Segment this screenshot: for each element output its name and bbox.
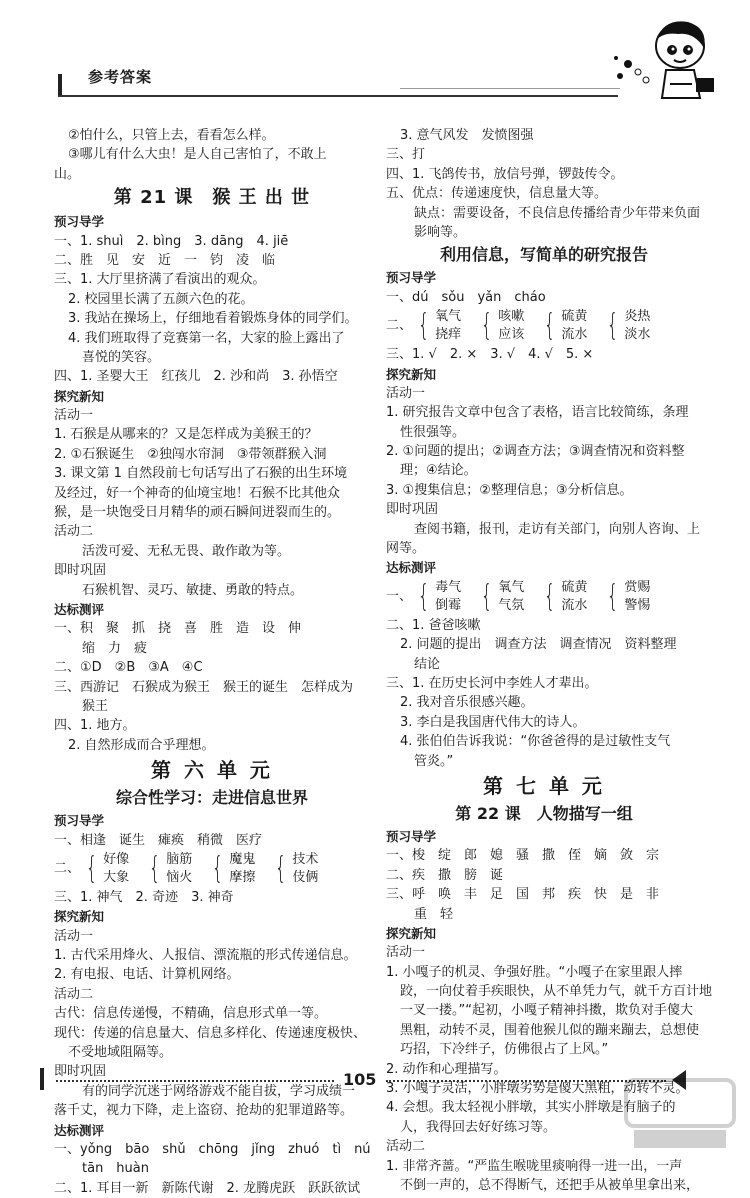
section-label: 达标测评 — [54, 1122, 105, 1138]
header-title: 参考答案 — [88, 68, 153, 86]
section-label: 探究新知 — [386, 925, 437, 941]
section-label: 达标测评 — [54, 601, 105, 617]
word-pair — [103, 851, 129, 887]
answer-line: 二、1. 爸爸咳嗽 — [386, 617, 481, 633]
answer-line: 网等。 — [386, 541, 426, 557]
answer-line: tān huàn — [82, 1161, 149, 1177]
answer-line: 喜悦的笑容。 — [82, 349, 161, 365]
answer-line: 4. 会想。我太轻视小胖墩，其实小胖墩是有脑子的 — [386, 1100, 676, 1116]
answer-line: 2. 动作和心理描写。 — [386, 1061, 507, 1077]
answer-line: 影响等。 — [414, 224, 467, 240]
answer-line: 三、1. √ 2. × 3. √ 4. √ 5. × — [386, 347, 594, 363]
brace-group — [386, 578, 702, 616]
word-pair-item: 氧气 — [435, 309, 462, 325]
topic-heading: 综合性学习：走进信息世界 — [115, 788, 308, 808]
answer-line: 三、打 — [386, 147, 426, 163]
answer-line: 性很强等。 — [400, 424, 466, 440]
answer-line: 一、yǒng bāo shǔ chōng jǐng zhuó tì nú — [54, 1141, 371, 1157]
page-footer — [0, 1060, 750, 1106]
brace-group — [386, 307, 702, 345]
answer-line: 一、1. shuì 2. bìng 3. dāng 4. jiē — [54, 233, 289, 249]
answer-line: 活动一 — [54, 408, 94, 424]
answer-line: 巧招，下冷绊子，仿佛很占了上风。” — [400, 1042, 609, 1058]
brace-icon: { — [607, 308, 619, 344]
brace-icon: { — [85, 850, 98, 886]
brace-icon: { — [544, 578, 556, 614]
answer-line: 黑粗，动转不灵，围着他猴儿似的蹦来蹦去，总想使 — [400, 1022, 700, 1038]
topic-heading: 第 22 课 人物描写一组 — [455, 803, 633, 823]
word-pair — [498, 308, 524, 344]
word-pair — [435, 579, 461, 615]
answer-line: 人，我得回去好好练习等。 — [400, 1119, 557, 1135]
answer-line: 不受地域阻隔等。 — [68, 1045, 173, 1061]
lesson-heading: 第 21 课 猴 王 出 世 — [113, 187, 311, 209]
word-pair — [561, 579, 587, 615]
answer-line: 1. 石猴是从哪来的？又是怎样成为美猴王的？ — [54, 427, 318, 443]
cartoon-girl-icon — [608, 14, 718, 114]
answer-line: 一、梭 绽 郎 媳 骚 撒 侄 嫡 敛 宗 — [386, 848, 660, 864]
word-pair — [624, 579, 650, 615]
answer-line: 及经过，好一个神奇的仙境宝地！石猴不比其他众 — [54, 485, 341, 501]
answer-line: 即时巩固 — [386, 502, 439, 518]
answer-line: 结论 — [414, 656, 441, 672]
answer-line: 一、相逢 诞生 瘫痪 稍微 医疗 — [54, 832, 263, 848]
answer-line: 2. 我对音乐很感兴趣。 — [400, 695, 534, 711]
answer-line: 即时巩固 — [54, 1064, 107, 1080]
brace-icon: { — [212, 850, 224, 886]
answer-line: 活动二 — [54, 524, 94, 540]
answer-line: 3. 我站在操场上，仔细地看着锻炼身体的同学们。 — [68, 311, 358, 327]
word-pair-item: 流水 — [561, 327, 588, 343]
footer-bar-mark — [40, 1068, 54, 1090]
word-pair-item: 硫黄 — [561, 579, 588, 595]
answer-line: 猴王 — [82, 698, 109, 714]
word-pair-item: 应该 — [498, 327, 525, 343]
word-pair-item: 大象 — [103, 869, 130, 885]
word-pair-item: 脑筋 — [166, 851, 193, 867]
word-pair — [624, 308, 650, 344]
brace-icon: { — [480, 308, 493, 344]
brace-icon: { — [275, 850, 287, 886]
word-pair — [229, 851, 255, 887]
answer-line: 二、1. 耳目一新 新陈代谢 2. 龙腾虎跃 跃跃欲试 — [54, 1180, 361, 1196]
section-label: 探究新知 — [386, 366, 437, 382]
answer-line: 有的同学沉迷于网络游戏不能自拔，学习成绩一 — [82, 1083, 356, 1099]
answer-line: 2. ①问题的提出；②调查方法；③调查情况和资料整 — [386, 444, 685, 460]
brace-icon: { — [480, 578, 493, 614]
answer-line: 活动二 — [54, 986, 94, 1002]
answer-line: 三、1. 大厅里挤满了看演出的观众。 — [54, 272, 266, 288]
answer-line: 3. 意气风发 发愤图强 — [400, 128, 534, 143]
topic-heading: 利用信息，写简单的研究报告 — [439, 245, 648, 265]
word-pair-item: 气氛 — [498, 597, 525, 613]
brace-icon: { — [417, 308, 430, 344]
brace-group-label: 一、 — [386, 589, 413, 605]
answer-line: 1. 小嘎子的机灵、争强好胜。“小嘎子在家里跟人摔 — [386, 964, 683, 980]
footer-dotted-rule-left — [56, 1080, 334, 1082]
answer-line: 四、1. 圣婴大王 红孩儿 2. 沙和尚 3. 孙悟空 — [54, 369, 338, 385]
word-pair-item: 好像 — [103, 851, 130, 867]
section-label: 预习导学 — [54, 214, 105, 230]
answer-line: 3. 课文第 1 自然段前七句话写出了石猴的出生环境 — [54, 466, 348, 482]
section-label: 探究新知 — [54, 909, 105, 925]
answer-line: 2. 问题的提出 调查方法 调查情况 资料整理 — [400, 637, 677, 653]
answer-line: 古代：信息传递慢，不精确，信息形式单一等。 — [54, 1006, 328, 1022]
answer-line: 不倒一声的，总不得断气，还把手从被单里拿出来， — [400, 1177, 700, 1193]
watermark-logo-icon — [620, 1074, 740, 1154]
left-answer-column — [54, 126, 370, 1198]
answer-line: 石猴机智、灵巧、敏捷、勇敢的特点。 — [82, 582, 304, 598]
answer-line: 四、1. 地方。 — [54, 718, 136, 734]
right-answer-column — [386, 126, 713, 1195]
answer-line: 三、西游记 石猴成为猴王 猴王的诞生 怎样成为 — [54, 679, 354, 695]
answer-line: 2. ①石猴诞生 ②独闯水帘洞 ③带领群猴入洞 — [54, 446, 327, 462]
answer-line: 1. 古代采用烽火、人报信、漂流瓶的形式传递信息。 — [54, 948, 357, 964]
answer-line: 4. 张伯伯告诉我说：“你爸爸得的是过敏性支气 — [400, 734, 671, 750]
answer-line: 活动一 — [386, 385, 426, 401]
answer-line: 缩 力 疲 — [82, 640, 148, 656]
answer-line: 山。 — [54, 166, 81, 182]
word-pair-item: 摩擦 — [229, 869, 256, 885]
unit-heading: 第 六 单 元 — [151, 758, 273, 783]
word-pair-item: 赏赐 — [624, 579, 651, 595]
word-pair-item: 咳嗽 — [498, 309, 525, 325]
answer-line: 查阅书籍，报刊，走访有关部门，向别人咨询、上 — [414, 521, 701, 537]
answer-line: 二、①D ②B ③A ④C — [54, 660, 203, 676]
answer-line: 2. 校园里长满了五颜六色的花。 — [68, 291, 254, 307]
brace-group — [54, 850, 370, 888]
word-pair-item: 氧气 — [498, 579, 525, 595]
answer-line: ③哪儿有什么大虫！是人自己害怕了，不敢上 — [68, 147, 327, 163]
answer-line: 三、呼 唤 丰 足 国 邦 疾 快 是 非 — [386, 887, 660, 903]
brace-icon: { — [607, 578, 619, 614]
answer-line: 活动一 — [54, 928, 94, 944]
header-bar-mark — [58, 74, 80, 96]
answer-line: ②怕什么，只管上去，看看怎么样。 — [68, 128, 275, 143]
brace-icon: { — [148, 850, 161, 886]
page-header — [0, 0, 750, 125]
answer-line: 重 轻 — [414, 906, 454, 922]
answer-line: 2. 有电报、电话、计算机网络。 — [54, 967, 240, 983]
section-label: 预习导学 — [386, 828, 437, 844]
section-label: 达标测评 — [386, 560, 437, 576]
answer-line: 五、优点：传递速度快，信息量大等。 — [386, 186, 608, 202]
answer-line: 一叉一搂。”“起初，小嘎子精神抖擞，欺负对手傻大 — [400, 1003, 693, 1019]
word-pair-item: 淡水 — [624, 327, 651, 343]
answer-line: 3. ①搜集信息；②整理信息；③分析信息。 — [386, 482, 633, 498]
brace-group-label: 二、 — [386, 318, 413, 334]
answer-line: 一、dú sǒu yǎn cháo — [386, 289, 546, 305]
brace-group-label: 二、 — [54, 861, 81, 877]
word-pair — [561, 308, 587, 344]
answer-line: 二、疾 撒 膀 诞 — [386, 867, 504, 883]
answer-line: 管炎。” — [414, 753, 454, 769]
answer-line: 即时巩固 — [54, 563, 107, 579]
answer-line: 缺点：需要设备，不良信息传播给青少年带来负面 — [414, 205, 701, 221]
word-pair-item: 挠痒 — [435, 327, 462, 343]
answer-line: 理；④结论。 — [400, 463, 477, 479]
brace-icon: { — [417, 578, 430, 614]
answer-line: 落千丈，视力下降，走上盗窃、抢劫的犯罪道路等。 — [54, 1103, 354, 1119]
word-pair — [166, 851, 192, 887]
answer-line: 三、1. 神气 2. 奇迹 3. 神奇 — [54, 889, 234, 905]
header-rule-thin — [400, 88, 620, 89]
word-pair-item: 炎热 — [624, 309, 651, 325]
answer-line: 一、积 聚 抓 挠 喜 胜 造 设 伸 — [54, 621, 302, 637]
answer-line: 活泼可爱、无私无畏、敢作敢为等。 — [82, 543, 291, 559]
word-pair-item: 毒气 — [435, 579, 462, 595]
unit-heading: 第 七 单 元 — [483, 773, 605, 798]
answer-line: 三、1. 在历史长河中李姓人才辈出。 — [386, 675, 598, 691]
section-label: 探究新知 — [54, 388, 105, 404]
answer-line: 4. 我们班取得了竞赛第一名，大家的脸上露出了 — [68, 330, 345, 346]
word-pair — [435, 308, 461, 344]
header-rule — [58, 95, 618, 97]
answer-line: 现代：传递的信息量大、信息多样化、传递速度极快、 — [54, 1025, 367, 1041]
page-number: 105 — [343, 1070, 377, 1089]
section-label: 预习导学 — [54, 813, 105, 829]
answer-line: 3. 李白是我国唐代伟大的诗人。 — [400, 714, 586, 730]
answer-line: 二、胜 见 安 近 一 钧 凌 临 — [54, 252, 276, 268]
word-pair-item: 技术 — [292, 851, 319, 867]
answer-line: 1. 研究报告文章中包含了表格，语言比较简练，条理 — [386, 405, 689, 421]
section-label: 预习导学 — [386, 270, 437, 286]
answer-line: 3. 小嘎子灵活，小胖墩劣势是傻大黑粗，动转不灵。 — [386, 1081, 689, 1097]
word-pair-item: 魔鬼 — [229, 851, 256, 867]
word-pair-item: 硫黄 — [561, 309, 588, 325]
answer-line: 跤，一向仗着手疾眼快，从不单凭力气，就千方百计地 — [400, 984, 713, 1000]
answer-line: 1. 非常齐蔷。“严监生喉咙里痰响得一进一出，一声 — [386, 1158, 683, 1174]
word-pair-item: 恼火 — [166, 869, 193, 885]
answer-line: 猴，是一块饱受日月精华的顽石瞬间迸裂而生的。 — [54, 505, 341, 521]
word-pair — [498, 579, 524, 615]
word-pair-item: 伎俩 — [292, 869, 319, 885]
answer-line: 2. 自然形成而合乎理想。 — [68, 737, 215, 753]
brace-icon: { — [544, 308, 556, 344]
word-pair-item: 倒霉 — [435, 597, 462, 613]
word-pair-item: 流水 — [561, 597, 588, 613]
word-pair — [292, 851, 318, 887]
word-pair-item: 警惕 — [624, 597, 651, 613]
answer-line: 活动一 — [386, 945, 426, 961]
answer-line: 活动二 — [386, 1139, 426, 1155]
answer-line: 四、1. 飞鸽传书，放信号弹，锣鼓传令。 — [386, 166, 624, 182]
